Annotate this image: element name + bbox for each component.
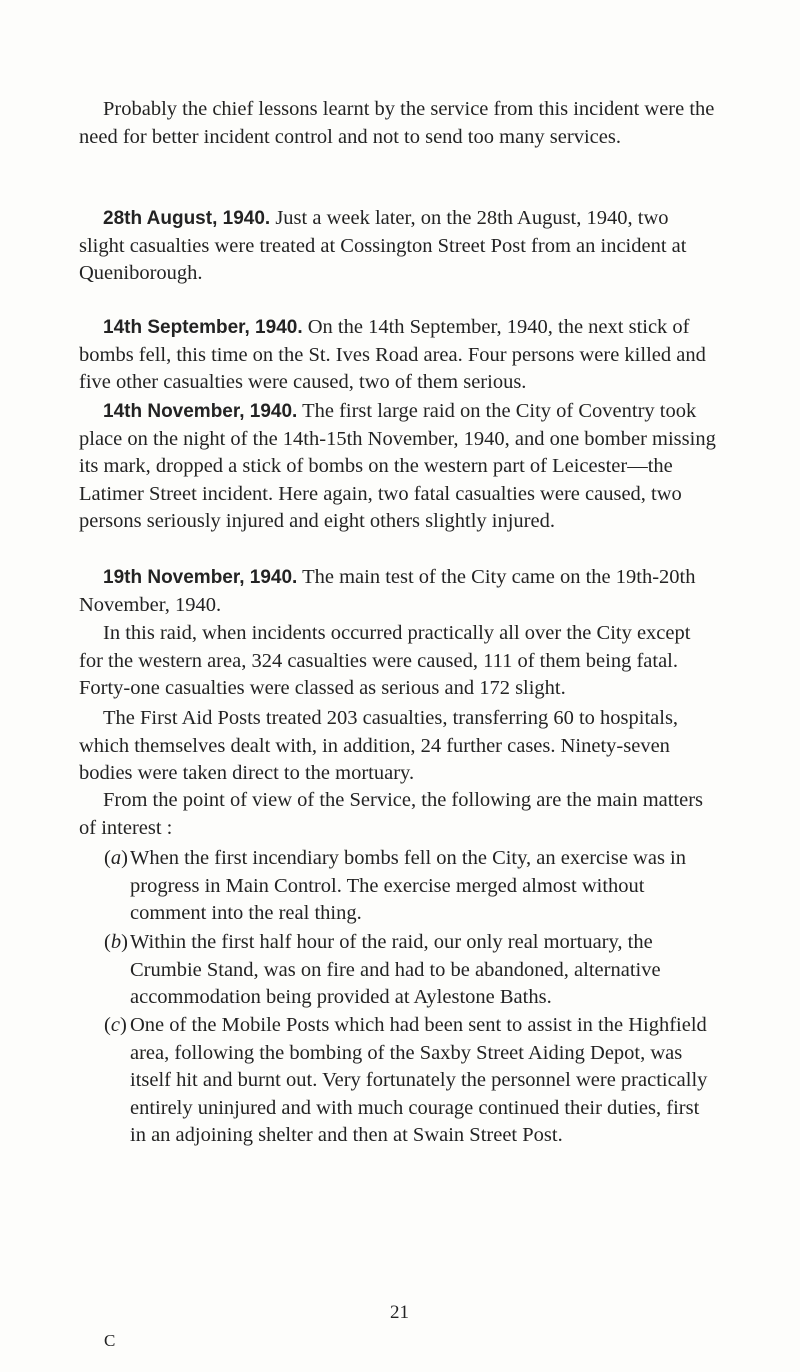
page-number: 21 — [390, 1302, 409, 1323]
paragraph-heading: 14th September, 1940. — [103, 317, 303, 338]
list-item-a — [104, 845, 719, 928]
paragraph-19th-november — [79, 564, 719, 619]
paragraph-text: The First Aid Posts treated 203 casualties, transferring 60 to hospitals, which themselves dealt with, in addition, 24 further cases. Ninety-seven bodies were taken direct to the mortuary. — [79, 707, 679, 784]
paragraph-matters-of-interest — [79, 787, 719, 842]
paragraph-heading: 28th August, 1940. — [103, 208, 271, 229]
paragraph-text: From the point of view of the Service, the following are the main matters of interest : — [79, 789, 704, 839]
paragraph-text: On the 14th September, 1940, the next stick of bombs fell, this time on the St. Ives Road area. Four persons were killed and five other casualties were caused, two of them serious. — [79, 316, 706, 393]
paragraph-heading: 14th November, 1940. — [103, 401, 298, 422]
list-item-text: Within the first half hour of the raid, our only real mortuary, the Crumbie Stand, was on fire and had to be abandoned, alternative accommodation being provided at Aylestone Baths. — [130, 931, 661, 1008]
list-item-label: (c) — [104, 1014, 127, 1036]
list-item-text: One of the Mobile Posts which had been sent to assist in the Highfield area, following the bombing of the Saxby Street Aiding Depot, was itself hit and burnt out. Very fortunately the personnel were practically entirely uninjured and with much courage continued their duties, first in an adjoining shelter and then at Swain Street Post. — [130, 1014, 708, 1146]
paragraph-text: Probably the chief lessons learnt by the service from this incident were the need for better incident control and not to send too many services. — [79, 98, 715, 148]
paragraph-text: The first large raid on the City of Coventry took place on the night of the 14th-15th November, 1940, and one bomber missing its mark, dropped a stick of bombs on the western part of Leicester—the Latimer Street incident. Here again, two fatal casualties were caused, two persons seriously injured and eight others slightly injured. — [79, 400, 716, 532]
paragraph-text: Just a week later, on the 28th August, 1940, two slight casualties were treated at Cossington Street Post from an incident at Queniborough. — [79, 207, 687, 284]
paragraph-text: The main test of the City came on the 19th-20th November, 1940. — [79, 566, 696, 616]
paragraph-28th-august — [79, 205, 719, 288]
signature-mark: C — [104, 1331, 116, 1350]
list-item-label: (b) — [104, 931, 128, 953]
paragraph-first-aid-posts — [79, 705, 719, 788]
paragraph-14th-september — [79, 314, 719, 397]
paragraph-heading: 19th November, 1940. — [103, 567, 298, 588]
list-item-text: When the first incendiary bombs fell on the City, an exercise was in progress in Main Control. The exercise merged almost without comment into the real thing. — [130, 847, 686, 924]
list-item-c — [104, 1012, 719, 1150]
paragraph-14th-november — [79, 398, 719, 536]
paragraph-lessons — [79, 96, 719, 151]
paragraph-text: In this raid, when incidents occurred practically all over the City except for the western area, 324 casualties were caused, 111 of them being fatal. Forty-one casualties were classed as serious and 172 slight. — [79, 622, 691, 699]
list-item-label: (a) — [104, 847, 128, 869]
paragraph-raid-casualties — [79, 620, 719, 703]
list-item-b — [104, 929, 719, 1012]
